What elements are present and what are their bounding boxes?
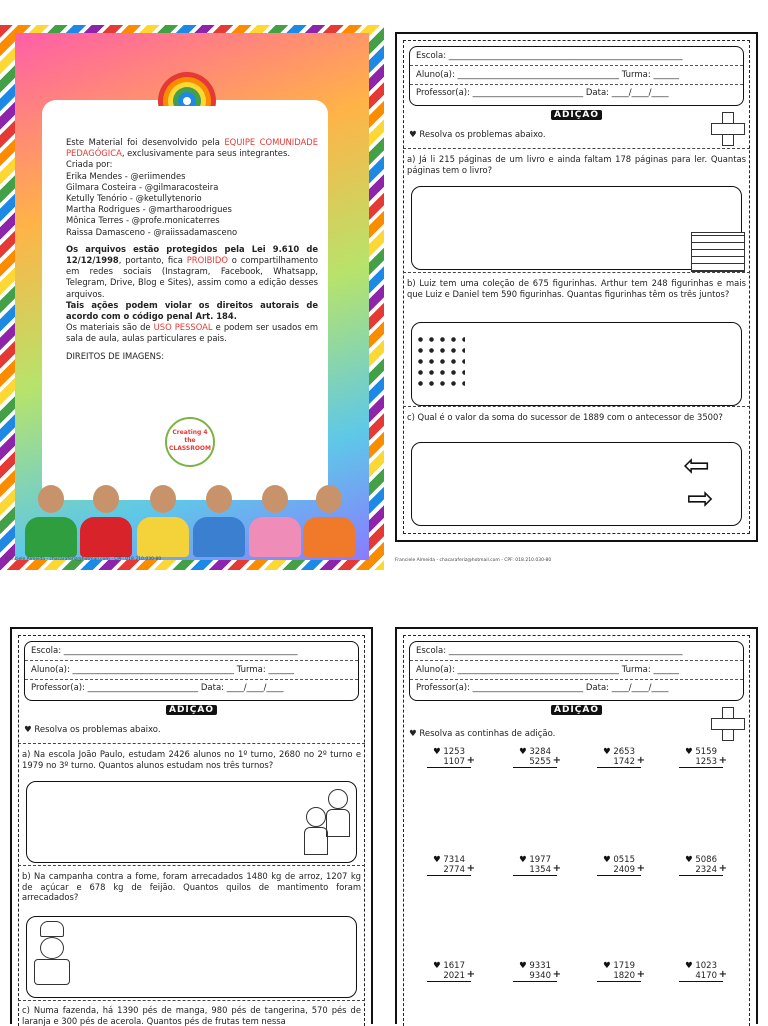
- usage-paragraph: Os materiais são de USO PESSOAL e podem ser usados em sala de aula, aulas particulares e pais.: [66, 322, 318, 344]
- person: [193, 485, 245, 557]
- cover-footer: Franciele Almeida - chacaraferiz@hotmail.com - CPF: 018.210.030-80: [5, 557, 162, 562]
- addition-problem: ♥ 1253 1107 +: [427, 747, 471, 768]
- instruction: ♥ Resolva os problemas abaixo.: [24, 725, 161, 735]
- addition-problem: ♥ 5086 2324 +: [679, 855, 723, 876]
- cover-page: [0, 25, 384, 570]
- plus-icon: [711, 707, 745, 741]
- addition-problem: ♥ 0515 2409 +: [597, 855, 641, 876]
- worksheet-1: [395, 32, 758, 542]
- addition-problem: ♥ 1617 2021 +: [427, 961, 471, 982]
- student-field[interactable]: Aluno(a): ______________________________________ Turma: ______: [416, 70, 679, 80]
- question-b: b) Na campanha contra a fome, foram arrecadados 1480 kg de arroz, 1207 kg de açúcar e 678 kg de feijão. Quantos quilos de mantimento foram arrecadados?: [22, 871, 361, 902]
- teacher-field[interactable]: Professor(a): __________________________ Data: ____/____/____: [416, 88, 669, 98]
- topic-tag: ADIÇÃO: [397, 110, 756, 120]
- students-icon: [302, 787, 354, 855]
- school-field[interactable]: Escola: _______________________________________________________: [416, 646, 683, 656]
- author-2: Gilmara Costeira - @gilmaracosteira: [66, 181, 219, 192]
- classroom-logo: Creating 4 the CLASSROOM: [165, 417, 215, 467]
- student-field[interactable]: Aluno(a): ______________________________________ Turma: ______: [416, 665, 679, 675]
- author-3: Ketully Tenório - @ketullytenorio: [66, 193, 202, 204]
- addition-problem: ♥ 1719 1820 +: [597, 961, 641, 982]
- question-a: a) Na escola João Paulo, estudam 2426 alunos no 1º turno, 2680 no 2º turno e 1979 no 3º turno. Quantos alunos estudam nos três turnos?: [22, 749, 361, 770]
- school-field[interactable]: Escola: _______________________________________________________: [31, 646, 298, 656]
- student-header: [24, 641, 359, 701]
- addition-problem: ♥ 2653 1742 +: [597, 747, 641, 768]
- author-4: Martha Rodrigues - @martharoodrigues: [66, 204, 232, 215]
- person: [249, 485, 301, 557]
- books-icon: [691, 232, 745, 272]
- worksheet-3: [395, 627, 758, 1024]
- instruction: ♥ Resolva as continhas de adição.: [409, 729, 556, 739]
- question-c: c) Qual é o valor da soma do sucessor de 1889 com o antecessor de 3500?: [407, 412, 723, 422]
- created-by: Criada por:: [66, 159, 113, 170]
- cover-text: [66, 137, 318, 362]
- question-c: c) Numa fazenda, há 1390 pés de manga, 980 pés de tangerina, 570 pés de laranja e 300 pés de acerola. Quantos pés de frutas tem nessa: [22, 1005, 361, 1026]
- plus-icon: [711, 112, 745, 146]
- instruction: ♥ Resolva os problemas abaixo.: [409, 130, 546, 140]
- law-paragraph: Os arquivos estão protegidos pela Lei 9.610 de 12/12/1998, portanto, fica PROIBIDO o compartilhamento em redes sociais (Instagram, Facebook, Whatsapp, Telegram, Drive, Blog e Sites), assim como a edição desses arquivos.: [66, 243, 318, 299]
- school-field[interactable]: Escola: _______________________________________________________: [416, 51, 683, 61]
- rainbow-icon: [158, 72, 216, 106]
- person: [137, 485, 189, 557]
- author-1: Erika Mendes - @eriimendes: [66, 170, 186, 181]
- worksheet-1-footer: Franciele Almeida - chacaraferiz@hotmail.com - CPF: 018.210.030-80: [395, 558, 552, 563]
- person: [303, 485, 355, 557]
- author-5: Mônica Terres - @profe.monicaterres: [66, 215, 220, 226]
- teacher-field[interactable]: Professor(a): __________________________ Data: ____/____/____: [416, 683, 669, 693]
- arrow-left-icon: ⇦: [683, 446, 710, 484]
- student-field[interactable]: Aluno(a): ______________________________________ Turma: ______: [31, 665, 294, 675]
- addition-problem: ♥ 3284 5255 +: [513, 747, 557, 768]
- answer-box-b[interactable]: [26, 916, 357, 998]
- teacher-field[interactable]: Professor(a): __________________________ Data: ____/____/____: [31, 683, 284, 693]
- person: [80, 485, 132, 557]
- intro-paragraph: Este Material foi desenvolvido pela EQUIPE COMUNIDADE PEDAGÓGICA, exclusivamente para seus integrantes.: [66, 137, 318, 159]
- addition-problem: ♥ 5159 1253 +: [679, 747, 723, 768]
- student-header: [409, 46, 744, 106]
- arrow-right-icon: ⇨: [687, 479, 714, 517]
- question-b: b) Luiz tem uma coleção de 675 figurinhas. Arthur tem 248 figurinhas e mais que Luiz e Daniel tem 590 figurinhas. Quantas figurinhas têm os três juntos?: [407, 278, 746, 299]
- addition-problem: ♥ 9331 9340 +: [513, 961, 557, 982]
- person: [25, 485, 77, 557]
- worksheet-2: [10, 627, 373, 1024]
- chef-icon: [30, 921, 72, 989]
- violation-notice: Tais ações podem violar os direitos autorais de acordo com o código penal Art. 184.: [66, 299, 318, 322]
- student-header: [409, 641, 744, 701]
- image-rights: DIREITOS DE IMAGENS:: [66, 350, 165, 361]
- topic-tag: ADIÇÃO: [12, 705, 371, 715]
- team-photo: [25, 465, 355, 557]
- author-6: Raissa Damasceno - @raiissadamasceno: [66, 226, 238, 237]
- stickers-icon: [415, 334, 465, 388]
- addition-problem: ♥ 1023 4170 +: [679, 961, 723, 982]
- question-a: a) Já li 215 páginas de um livro e ainda faltam 178 páginas para ler. Quantas páginas tem o livro?: [407, 154, 746, 175]
- topic-tag: ADIÇÃO: [397, 705, 756, 715]
- addition-problem: ♥ 7314 2774 +: [427, 855, 471, 876]
- addition-problem: ♥ 1977 1354 +: [513, 855, 557, 876]
